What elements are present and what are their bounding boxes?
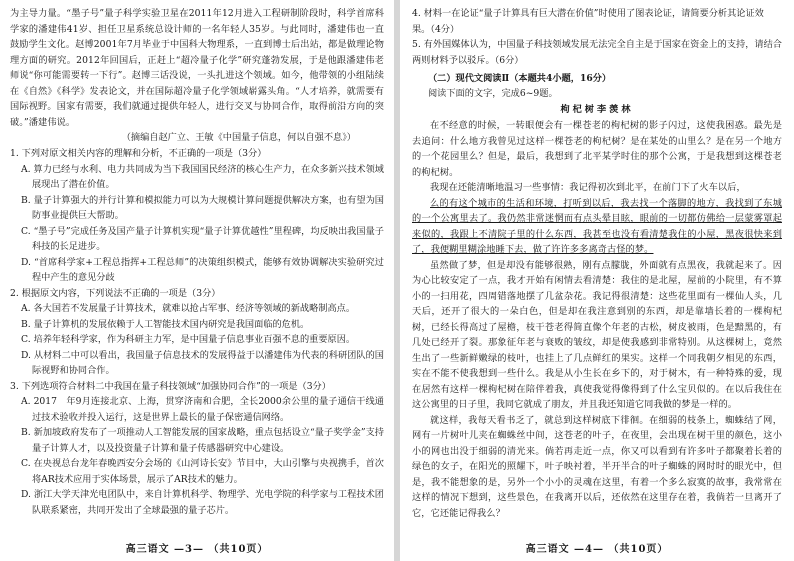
question-stem: 1. 下列对原文相关内容的理解和分析，不正确的一项是（3分） (10, 148, 267, 159)
essay-paragraph-underlined: 么的有这个城市的生活和环境，打听到以后，我去找一个落脚的地方，我找到了东城的一个公寓里去了。我仍然非常迷惘而有点头晕目眩，眼前的一切都仿佛给一层蒙雾罩起来似的，我跟上不清院子里的什么东西，我甚至也没有看清楚我住的小屋，黑夜很快来到了，我便糊里糊涂地睡下去，做了许许多多离奇古怪的梦。 (412, 197, 782, 255)
essay-paragraph: 就这样，我每天看书乏了，就总到这样树底下徘徊。在细弱的枝条上，蜘蛛结了网，网有一片树叶儿夹在蜘蛛丝中间，这苍老的叶子，在夜里，会出现在树干里的颜色，这小小的网也出没于细弱的清光来。倘若再走近一点，你又可以看到有许多叶子都聚着长着的绿色的女子，在阳光的照耀下，叶子映衬着，半开半合的叶子蜘蛛的网时时的眼光中，但是，我不能想象的是，另外一个小小的灵魂在这里，有着一个多么寂寞的故事，我常常在这样的情况下想到，这些景色，在我离开以后，还依然在这里存在着，我倘若一旦离开了它，它还能记得我么？ (412, 414, 782, 519)
question-option: D. 浙江大学天津光电团队中，来自计算机科学、物理学、光电学院的科学家与工程技术团队联系紧密，共同开发出了全球最强的量子芯片。 (21, 489, 384, 516)
question-option: B. 量子计算强大的并行计算和模拟能力可以为大规模计算问题提供解决方案，也有望为国防事业提供巨大帮助。 (21, 194, 384, 221)
question-stem: 3. 下列选项符合材料二中我国在量子科技领域“加强协同合作”的一项是（3分） (10, 380, 331, 392)
question-1 (10, 146, 384, 286)
essay-title: 枸杞树李羡林 (560, 104, 634, 115)
question-option: C. “墨子号”完成任务及国产量子计算机实现“量子计算优越性”里程碑，均反映出我国量子科技的长足进步。 (21, 225, 384, 252)
question-option: B. 新加坡政府发布了一项推动人工智能发展的国家战略，重点包括设立“量子奖学金”支持量子计算人才，以及投资量子计算和量子传感器研究中心建设。 (21, 427, 384, 454)
question-option: D. “首席科学家+工程总指挥+工程总师”的决策组织模式，能够有效协调解决实验研究过程中产生的意见分歧 (21, 256, 384, 283)
essay-paragraph: 我现在还能清晰地温习一些事情：我记得初次到北平，在前门下了火车以后， (430, 182, 746, 193)
question-3 (10, 379, 384, 519)
question-option: A. 各大国若不发展量子计算技术，就难以抢占军事、经济等领域的新战略制高点。 (21, 303, 356, 314)
passage-paragraph: 为主导力量。“墨子号”量子科学实验卫星在2011年12月进入工程研制阶段时，科学首席科学家的潘建伟41岁、担任卫星系统总设计师的一名年轻人35岁。与此同时，潘建伟也一直鼓励学生文化。赵博2001年7月毕业于中国科大物理系，一直到博士后出站，都是做理论物理方面的研究。2012年回国后，正赶上“超冷量子化学”研究蓬勃发展，于是他跟潘建伟老师说“你可能需要转一下行”。赵博三话没说，一头扎进这个领域。如今，他带领的小组陆续在《自然》《科学》发表论文，并在国际超冷量子化学领域崭露头角。“人才培养，就需要有国际视野。国家有需要，我们就通过提供年轻人，进行交叉与协同合作，取得前沿方向的突破。”潘建伟说。 (10, 8, 384, 128)
question-5: 5. 有外国媒体认为，中国量子科技领域发展无法完全自主是于国家在资金上的支持，请结合两则材料予以驳斥。（6分） (412, 39, 782, 66)
question-option: A. 2017 年9月连接北京、上海，贯穿济南和合肥，全长2000余公里的量子通信干线通过技术验收并投入运行，这是世界上最长的量子保密通信网络。 (21, 396, 384, 423)
essay-paragraph: 在不经意的时候，一转眼便会有一棵苍老的枸杞树的影子闪过，这使我困惑。最先是去追问：什么地方我曾见过这样一棵苍老的枸杞树？是在某处的山里么？是在另一个地方的一个花园里么？但是，最后，我想到了北平某学时住的那个公寓，于是我想到这棵苍老的枸杞树。 (412, 120, 782, 178)
section-heading: （二）现代文阅读Ⅱ（本题共4小题，16分） (428, 73, 612, 84)
section-instruction: 阅读下面的文字，完成6~9题。 (428, 88, 558, 99)
question-option: B. 量子计算机的发展依赖于人工智能技术国内研究是我国面临的危机。 (21, 318, 310, 330)
question-option: A. 算力已经与水利、电力共同成为当下我国国民经济的核心生产力，在众多新兴技术领域展现出了潜在价值。 (21, 163, 384, 190)
exam-page-left (0, 0, 394, 561)
question-option: D. 从材料二中可以看出，我国量子信息技术的发展得益于以潘建伟为代表的科研团队的国际视野和协同合作。 (21, 349, 384, 376)
question-option: C. 在央视总台龙年春晚西安分会场的《山河诗长安》节目中，大山引擎与央视携手，首次将AR技术应用于实体场景，展示了AR技术的魅力。 (21, 458, 384, 485)
page-footer: 高三语文 —4— （共10页） (525, 544, 669, 555)
question-stem: 2. 根据原文内容，下列说法不正确的一项是（3分） (10, 287, 221, 299)
source-citation: （摘编自赵广立、王敏《中国量子信息，何以自强不息》） (121, 132, 356, 143)
essay-paragraph: 虽然做了梦，但是却没有能够很熟，刚有点朦胧，外面就有点黑夜，我就起来了。因为心比较安定了一点，我才开始有闲情去看清楚：我住的是北屋，屋前的小院里，有不算小的一扫用花，四周错落地摆了几盆杂花。我记得很清楚：这些花里面有一棵仙人头，几天后，还开了很大的一朵白色，但是却在我注意到别的东西，却是靠墙长着的一棵枸杞树，已经长得高过了屋檐，枝干苍老得简直像个年老的古松，树皮被雨，色是黯黑的，有几处已经开了裂。那象征年老与衰败的皱纹，却是使我感到非常特别。从这棵树上，竟然生出了一些新鲜嫩绿的枝叶，也挂上了几点鲜红的果实。这样一个同我朝夕相见的东西，实在不能不使我想到一些什么。我是从小生长在乡下的，对于树木，有一种特殊的爱，现在居然有这样一棵枸杞树在陪伴着我，真使我觉得像得到了什么宝贝似的。在以后我住在这公寓里的日子里，我同它就成了朋友，并且我还知道它同我做的梦是一样的。 (412, 259, 782, 410)
question-2 (10, 286, 384, 379)
exam-page-right (400, 0, 794, 561)
question-option: C. 培养年轻科学家，作为科研主力军，是中国量子信息事业百强不息的重要原因。 (21, 334, 356, 345)
page-footer: 高三语文 —3— （共10页） (125, 544, 269, 555)
question-4: 4. 材料一在论证“量子计算具有巨大潜在价值”时使用了图表论证，请简要分析其论证效果。（4分） (412, 8, 764, 35)
